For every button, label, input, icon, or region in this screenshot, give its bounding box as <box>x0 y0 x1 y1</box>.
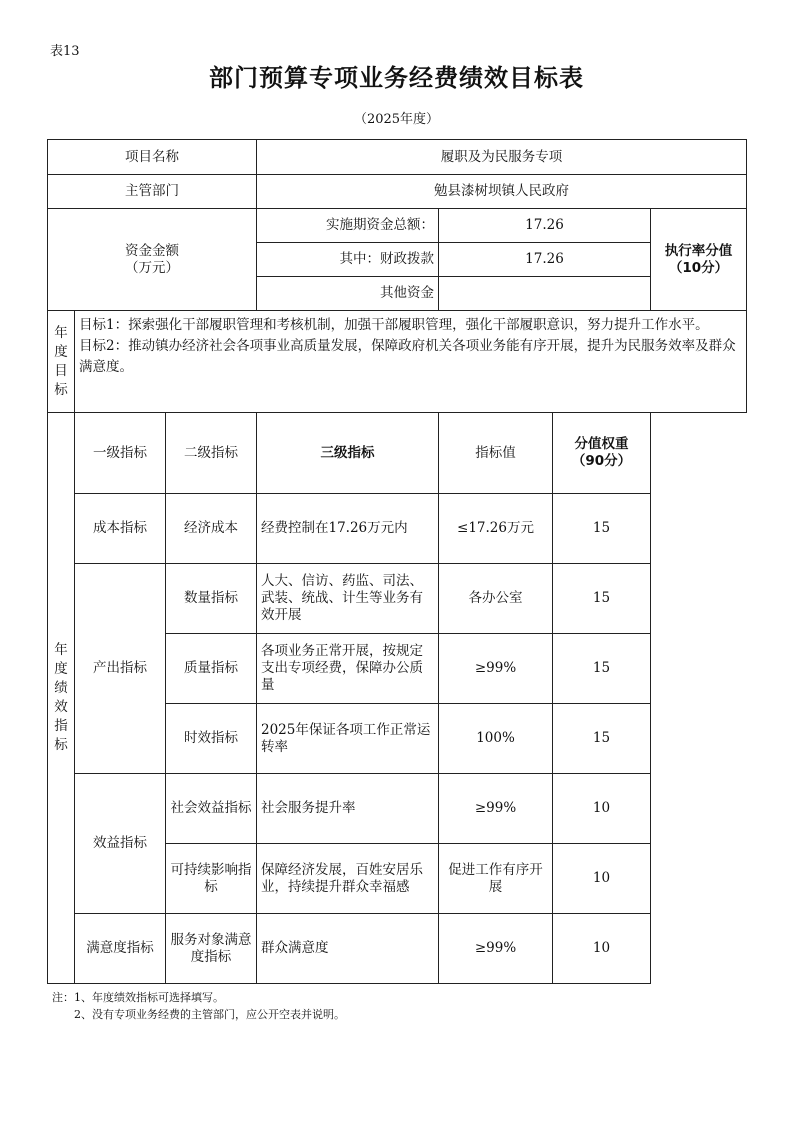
output-level1: 产出指标 <box>75 564 166 774</box>
header-weight-line1: 分值权重 <box>574 436 629 452</box>
total-funds-label: 实施期资金总额： <box>257 209 439 243</box>
sustain-level2: 可持续影响指标 <box>166 844 257 914</box>
other-funds-label: 其他资金 <box>257 277 439 311</box>
table-row <box>48 774 747 844</box>
project-label: 项目名称 <box>48 140 257 175</box>
satisfaction-level1: 满意度指标 <box>75 914 166 984</box>
execution-rate-line2: （10分） <box>668 259 729 276</box>
timeliness-value: 100% <box>439 704 553 774</box>
total-funds-value: 17.26 <box>439 209 651 243</box>
header-weight <box>553 413 651 494</box>
sustain-value: 促进工作有序开展 <box>439 844 553 914</box>
social-weight: 10 <box>553 774 651 844</box>
execution-rate-score <box>651 209 747 311</box>
annual-goal-content <box>75 311 747 413</box>
timeliness-weight: 15 <box>553 704 651 774</box>
page-title: 部门预算专项业务经费绩效目标表 <box>209 64 584 92</box>
funds-label-line2: （万元） <box>125 259 179 276</box>
funds-label <box>48 209 257 311</box>
cost-level2: 经济成本 <box>166 494 257 564</box>
header-value: 指标值 <box>439 413 553 494</box>
funds-label-line1: 资金金额 <box>125 242 179 259</box>
social-level2: 社会效益指标 <box>166 774 257 844</box>
cost-level1: 成本指标 <box>75 494 166 564</box>
performance-target-table <box>47 139 747 984</box>
header-weight-line2: （90分） <box>571 453 632 469</box>
header-level1: 一级指标 <box>75 413 166 494</box>
cost-weight: 15 <box>553 494 651 564</box>
table-number: 表13 <box>50 44 80 59</box>
quantity-level2: 数量指标 <box>166 564 257 634</box>
department-row <box>48 175 747 209</box>
satisfaction-level3: 群众满意度 <box>257 914 439 984</box>
footnotes <box>52 989 345 1023</box>
satisfaction-level2: 服务对象满意度指标 <box>166 914 257 984</box>
quality-level2: 质量指标 <box>166 634 257 704</box>
other-funds-value <box>439 277 651 311</box>
table-row <box>48 494 747 564</box>
quality-level3: 各项业务正常开展，按规定支出专项经费，保障办公质量 <box>257 634 439 704</box>
header-level2: 二级指标 <box>166 413 257 494</box>
quantity-weight: 15 <box>553 564 651 634</box>
fiscal-year: （2025年度） <box>353 112 440 127</box>
benefit-level1: 效益指标 <box>75 774 166 914</box>
table-row <box>48 914 747 984</box>
social-level3: 社会服务提升率 <box>257 774 439 844</box>
quantity-level3: 人大、信访、药监、司法、武装、统战、计生等业务有效开展 <box>257 564 439 634</box>
timeliness-level2: 时效指标 <box>166 704 257 774</box>
department-label: 主管部门 <box>48 175 257 209</box>
annual-indicator-label: 年度绩效指标 <box>48 413 75 984</box>
sustain-level3: 保障经济发展，百姓安居乐业，持续提升群众幸福感 <box>257 844 439 914</box>
table-row <box>48 564 747 634</box>
project-row <box>48 140 747 175</box>
footnote-1: 注：1、年度绩效指标可选择填写。 <box>52 991 224 1004</box>
quality-value: ≥99% <box>439 634 553 704</box>
satisfaction-value: ≥99% <box>439 914 553 984</box>
annual-goal-label: 年度目标 <box>48 311 75 413</box>
fiscal-funds-label: 其中：财政拨款 <box>257 243 439 277</box>
header-level3: 三级指标 <box>257 413 439 494</box>
sustain-weight: 10 <box>553 844 651 914</box>
indicator-header-row <box>48 413 747 494</box>
department-value: 勉县漆树坝镇人民政府 <box>257 175 747 209</box>
satisfaction-weight: 10 <box>553 914 651 984</box>
quality-weight: 15 <box>553 634 651 704</box>
project-value: 履职及为民服务专项 <box>257 140 747 175</box>
funds-total-row <box>48 209 747 243</box>
annual-goal-row <box>48 311 747 413</box>
fiscal-funds-value: 17.26 <box>439 243 651 277</box>
footnote-2: 2、没有专项业务经费的主管部门，应公开空表并说明。 <box>74 1008 345 1021</box>
cost-value: ≤17.26万元 <box>439 494 553 564</box>
goal-1: 目标1：探索强化干部履职管理和考核机制，加强干部履职管理，强化干部履职意识，努力提升工作水平。 <box>79 317 709 333</box>
social-value: ≥99% <box>439 774 553 844</box>
goal-2: 目标2：推动镇办经济社会各项事业高质量发展，保障政府机关各项业务能有序开展，提升为民服务效率及群众满意度。 <box>79 338 736 375</box>
cost-level3: 经费控制在17.26万元内 <box>257 494 439 564</box>
quantity-value: 各办公室 <box>439 564 553 634</box>
timeliness-level3: 2025年保证各项工作正常运转率 <box>257 704 439 774</box>
execution-rate-line1: 执行率分值 <box>664 242 733 259</box>
